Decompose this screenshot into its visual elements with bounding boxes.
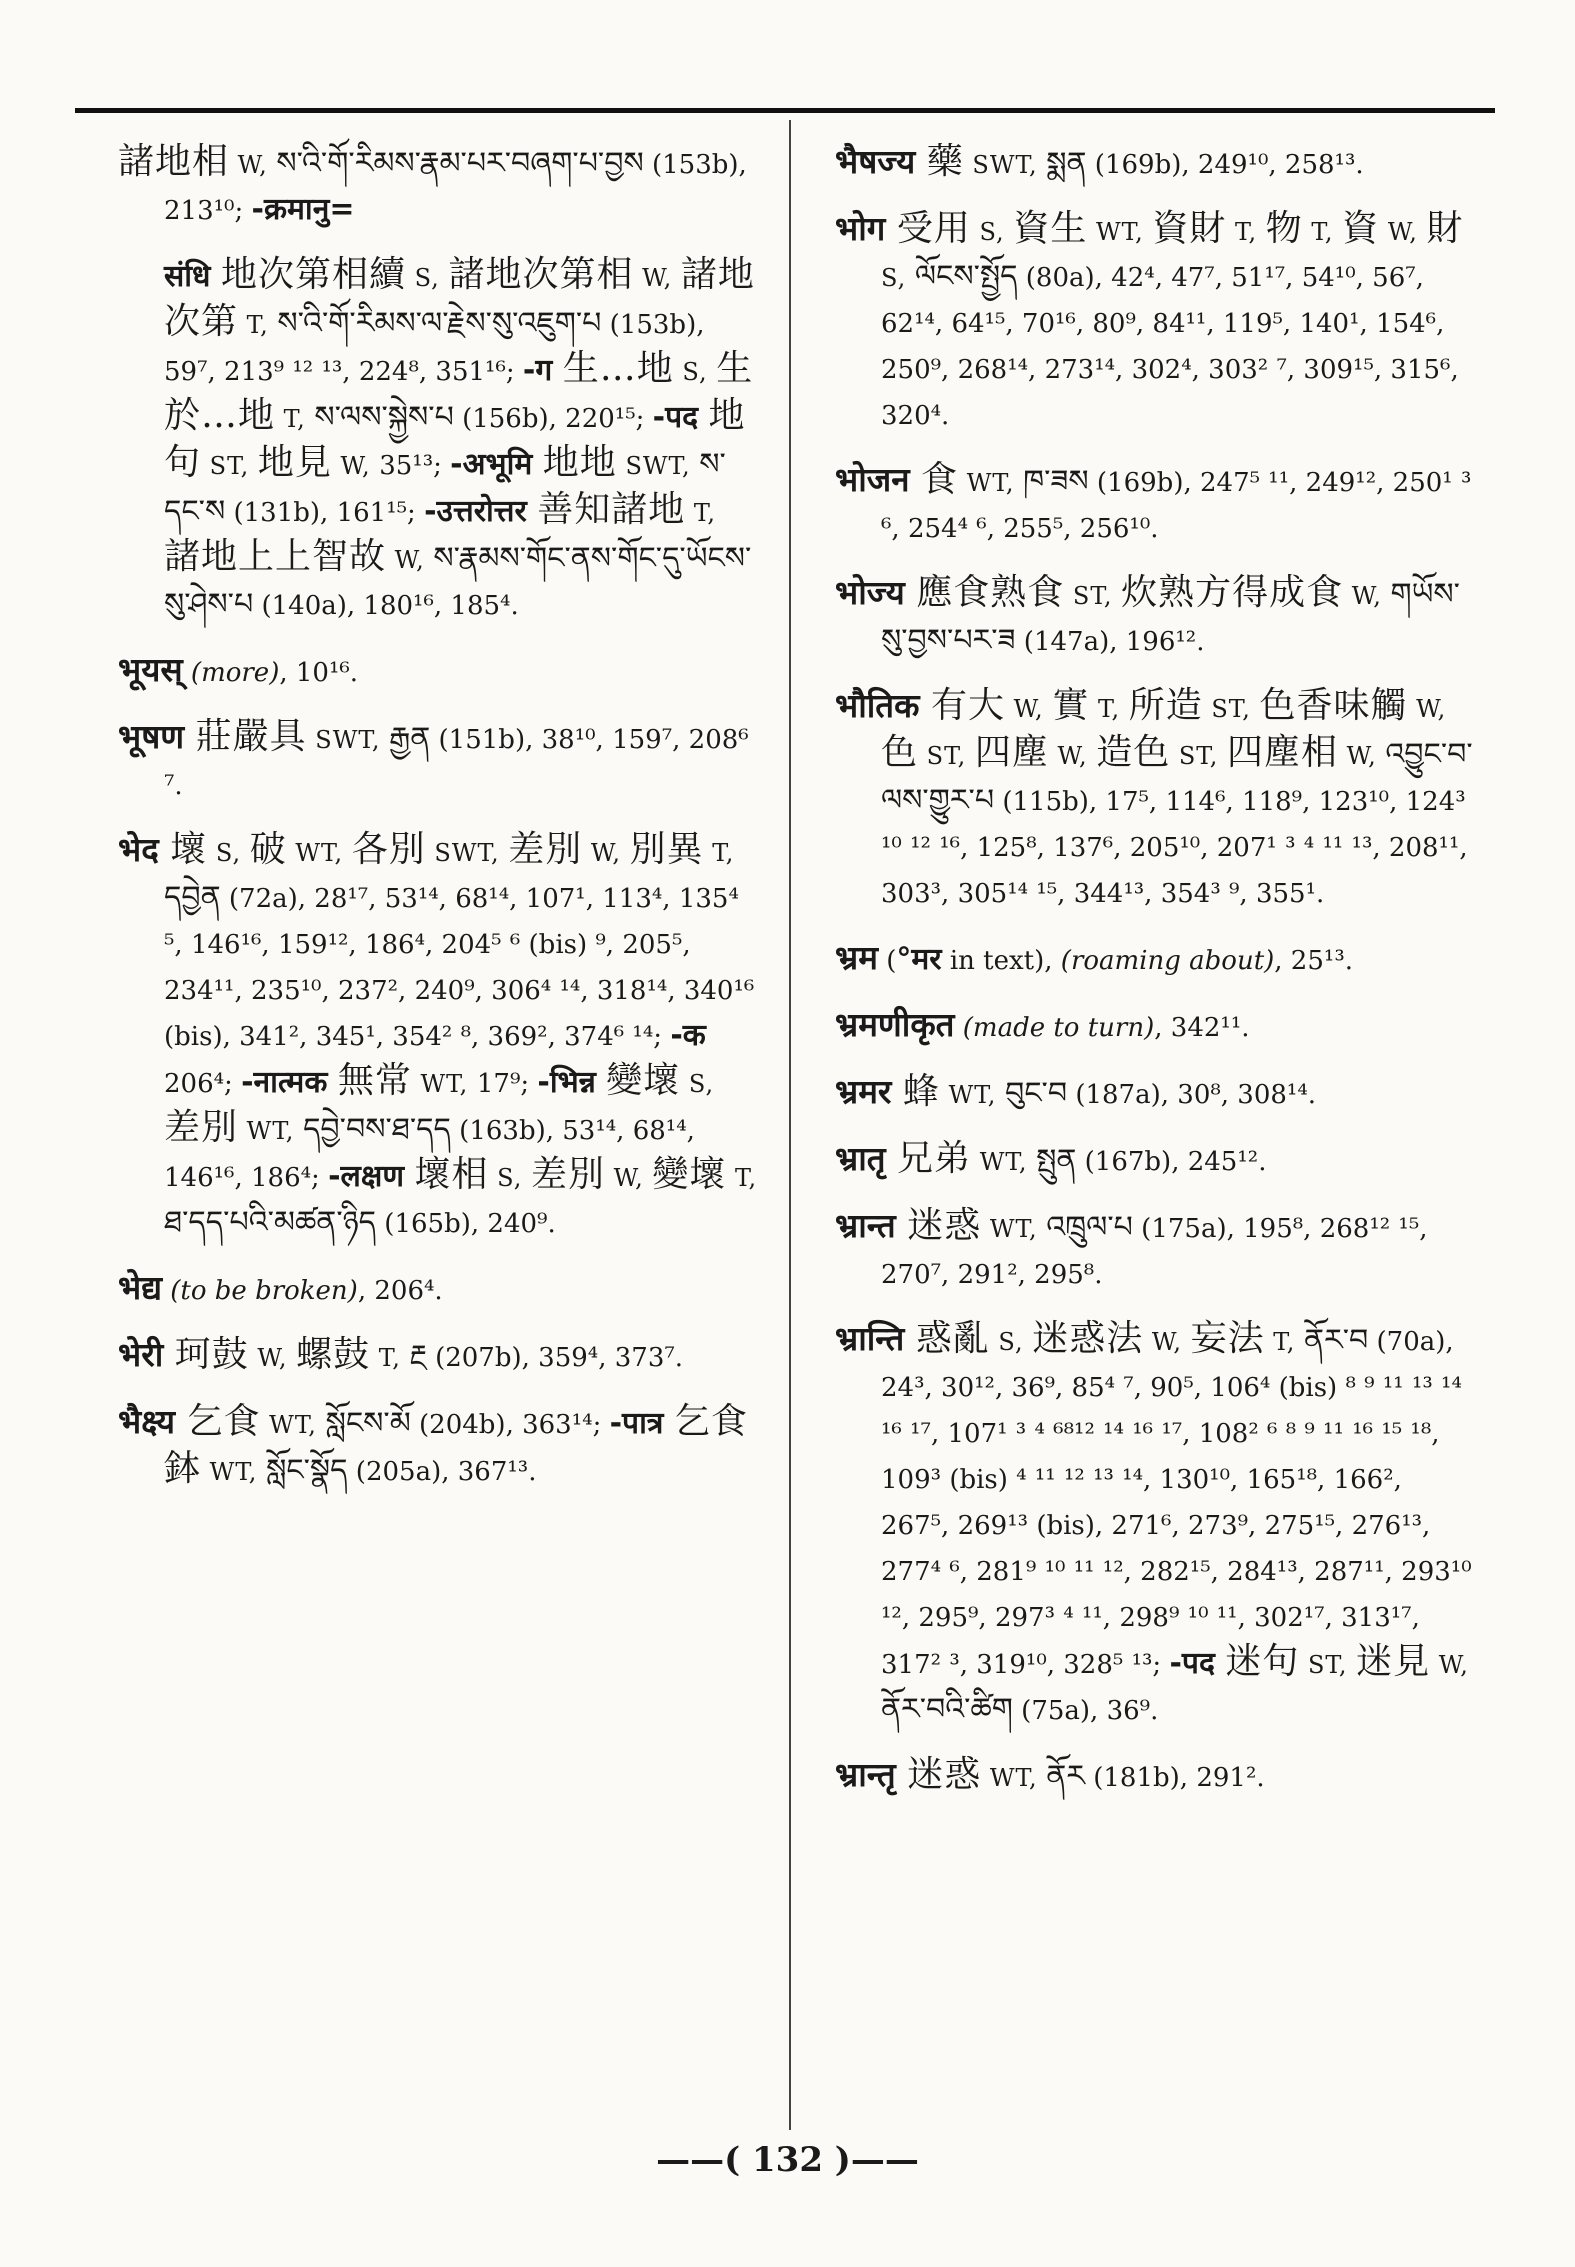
chinese-equivalent: 惑亂 <box>915 1318 990 1359</box>
source-tag: S, <box>881 264 915 292</box>
source-tag: W, <box>248 1344 297 1372</box>
source-tag: WT, <box>958 469 1024 497</box>
sub-headword: -पात्र <box>609 1406 674 1441</box>
chinese-equivalent: 資財 <box>1152 208 1227 249</box>
chinese-equivalent: 色香味觸 <box>1259 685 1408 726</box>
tibetan-equivalent: ཁ་ཟས <box>1023 464 1089 499</box>
source-tag: SWT, <box>963 151 1047 179</box>
source-tag: W, <box>1143 1328 1191 1356</box>
headword: भौतिक <box>835 686 931 725</box>
tibetan-equivalent: ས་དང་ས <box>164 447 726 529</box>
gloss: (to be broken) <box>162 1276 358 1306</box>
tibetan-equivalent: རྒྱན <box>389 721 431 756</box>
headword: भूयस् <box>118 650 183 689</box>
headword: भ्रमर <box>835 1072 903 1111</box>
dictionary-entry <box>118 140 758 233</box>
source-tag: ST, <box>201 452 258 480</box>
chinese-equivalent: 別異 <box>629 829 704 870</box>
gloss: (roaming about) <box>1060 946 1275 976</box>
reference: (175a), 195⁸, 268¹² ¹⁵, 270⁷, 291², 295⁸. <box>881 1214 1428 1290</box>
headword: भ्रान्तृ <box>835 1755 908 1794</box>
chinese-equivalent: 迷惑法 <box>1032 1318 1144 1359</box>
tibetan-equivalent: བུང་བ <box>1004 1076 1068 1111</box>
dictionary-entry <box>118 1333 758 1380</box>
reference: (147a), 196¹². <box>1015 627 1205 657</box>
chinese-equivalent: 諸地上上智故 <box>164 536 387 577</box>
source-tag: T, <box>726 1164 758 1192</box>
source-tag: WT, <box>286 839 352 867</box>
headword: भोजन <box>835 460 922 499</box>
dictionary-entry <box>835 1003 1475 1050</box>
source-tag: ST, <box>1299 1651 1357 1679</box>
reference: , 342¹¹. <box>1154 1013 1250 1043</box>
chinese-equivalent: 地句 <box>164 395 746 483</box>
tibetan-equivalent: ནོར <box>1046 1759 1085 1794</box>
chinese-equivalent: 珂鼓 <box>174 1334 249 1375</box>
reference: (181b), 291². <box>1084 1763 1265 1793</box>
tibetan-equivalent: ཐ་དད་པའི་མཚན་ཉིད <box>164 1205 377 1240</box>
chinese-equivalent: 四塵 <box>974 732 1049 773</box>
source-tag: WT, <box>411 1070 477 1098</box>
source-tag: T, <box>703 839 735 867</box>
reference: (167b), 245¹². <box>1076 1147 1267 1177</box>
source-tag: W, <box>386 546 434 574</box>
source-tag: W, <box>605 1164 653 1192</box>
source-tag: SWT, <box>425 839 509 867</box>
source-tag: WT, <box>201 1458 267 1486</box>
chinese-equivalent: 資 <box>1342 208 1380 249</box>
chinese-equivalent: 壞 <box>170 829 208 870</box>
chinese-equivalent: 諸地相 <box>118 141 230 182</box>
reference: (72a), 28¹⁷, 53¹⁴, 68¹⁴, 107¹, 113⁴, 135⁴ ⁵, 146¹⁶, 159¹², 186⁴, 204⁵ ⁶ (bis) ⁹, 205⁵, 234¹¹, 235¹⁰, 237², 240⁹, 306⁴ ¹⁴, 318¹⁴, 340¹⁶ (bis), 341², 345¹, 354² ⁸, 369², 374⁶ ¹⁴; <box>164 884 755 1052</box>
column-divider <box>789 120 791 2130</box>
dictionary-entry <box>835 571 1475 664</box>
chinese-equivalent: 迷惑 <box>907 1754 982 1795</box>
headword: भोग <box>835 209 897 248</box>
chinese-equivalent: 諸地次第 <box>164 254 755 342</box>
source-tag: T, <box>275 405 315 433</box>
chinese-equivalent: 地次第相續 <box>220 254 406 295</box>
dictionary-entry <box>118 715 758 808</box>
source-tag: T, <box>1226 218 1266 246</box>
chinese-equivalent: 變壞 <box>652 1154 727 1195</box>
sub-headword: -पद <box>652 400 709 435</box>
source-tag: W, <box>331 452 380 480</box>
reference: (131b), 161¹⁵; <box>225 498 425 528</box>
dictionary-entry <box>118 828 758 1246</box>
chinese-equivalent: 財 <box>1426 208 1464 249</box>
chinese-equivalent: 破 <box>249 829 287 870</box>
chinese-equivalent: 蜂 <box>902 1071 940 1112</box>
chinese-equivalent: 應食熟食 <box>916 572 1065 613</box>
source-tag: ST, <box>1170 742 1228 770</box>
chinese-equivalent: 造色 <box>1096 732 1171 773</box>
sub-headword: -क्रमानु= <box>251 192 355 227</box>
headword: भ्रान्ति <box>835 1319 916 1358</box>
headword: भेरी <box>118 1335 175 1374</box>
source-tag: ST, <box>918 742 975 770</box>
chinese-equivalent: 地見 <box>257 442 332 483</box>
source-tag: WT, <box>939 1081 1005 1109</box>
source-tag: T, <box>685 499 716 527</box>
dictionary-entry <box>835 1137 1475 1184</box>
source-tag: WT, <box>971 1148 1037 1176</box>
source-tag: ST, <box>1064 582 1122 610</box>
chinese-equivalent: 迷見 <box>1356 1641 1431 1682</box>
dictionary-entry <box>835 207 1475 438</box>
reference: (204b), 363¹⁴; <box>410 1410 610 1440</box>
reference: (205a), 367¹³. <box>347 1457 537 1487</box>
sub-headword: -लक्षण <box>328 1159 415 1194</box>
tibetan-equivalent: བཞག་པ་བྱས <box>511 146 644 181</box>
source-tag: WT, <box>981 1764 1047 1792</box>
reference: 17⁹; <box>476 1069 538 1099</box>
reference: (151b), 38¹⁰, 159⁷, 208⁶ ⁷. <box>164 725 749 801</box>
reference: , 25¹³. <box>1274 946 1354 976</box>
source-tag: W, <box>1379 218 1427 246</box>
tibetan-equivalent: འཁྲུལ་པ <box>1046 1210 1133 1245</box>
chinese-equivalent: 地地 <box>542 442 617 483</box>
chinese-equivalent: 受用 <box>896 208 971 249</box>
source-tag: T, <box>1089 695 1129 723</box>
sub-headword: संधि <box>164 259 221 294</box>
source-tag: SWT, <box>306 726 390 754</box>
source-tag: T, <box>1264 1328 1305 1356</box>
reference: (70a), 24³, 30¹², 36⁹, 85⁴ ⁷, 90⁵, 106⁴ (bis) ⁸ ⁹ ¹¹ ¹³ ¹⁴ ¹⁶ ¹⁷, 107¹ ³ ⁴ ⁶⁸¹² ¹⁴ ¹⁶ ¹⁷, 108² ⁶ ⁸ ⁹ ¹¹ ¹⁶ ¹⁵ ¹⁸, 109³ (bis) ⁴ ¹¹ ¹² ¹³ ¹⁴, 130¹⁰, 165¹⁸, 166², 267⁵, 269¹³ (bis), 271⁶, 273⁹, 275¹⁵, 276¹³, 277⁴ ⁶, 281⁹ ¹⁰ ¹¹ ¹², 282¹⁵, 284¹³, 287¹¹, 293¹⁰ ¹², 295⁹, 297³ ⁴ ¹¹, 298⁹ ¹⁰ ¹¹, 302¹⁷, 313¹⁷, 317² ³, 319¹⁰, 328⁵ ¹³; <box>881 1327 1472 1680</box>
sub-headword: -अभूमि <box>450 447 543 482</box>
headword: भेद्य <box>118 1268 162 1307</box>
chinese-equivalent: 生…地 <box>562 348 674 389</box>
headword: भूषण <box>118 717 196 756</box>
chinese-equivalent: 兄弟 <box>897 1138 972 1179</box>
reference: (163b), 53¹⁴, 68¹⁴, 146¹⁶, 186⁴; <box>164 1116 695 1193</box>
chinese-equivalent: 迷句 <box>1225 1641 1300 1682</box>
source-tag: W, <box>1338 742 1386 770</box>
chinese-equivalent: 藥 <box>926 141 964 182</box>
chinese-equivalent: 妄法 <box>1190 1318 1265 1359</box>
chinese-equivalent: 乞食 <box>186 1401 261 1442</box>
right-column <box>835 140 1475 1820</box>
dictionary-entry <box>835 458 1475 551</box>
source-tag: WT, <box>981 1215 1047 1243</box>
chinese-equivalent: 差別 <box>531 1154 606 1195</box>
sub-headword: -ग <box>522 353 563 388</box>
chinese-equivalent: 各別 <box>351 829 426 870</box>
source-tag: WT, <box>260 1411 326 1439</box>
tibetan-equivalent: ནོར་བ <box>1304 1323 1369 1358</box>
source-tag: W, <box>582 839 630 867</box>
source-tag: S, <box>405 264 449 292</box>
headword: भोज्य <box>835 573 917 612</box>
reference: (156b), 220¹⁵; <box>453 404 653 434</box>
source-tag: W, <box>1343 582 1391 610</box>
sub-headword: -क <box>670 1018 706 1053</box>
reference: (169b), 249¹⁰, 258¹³. <box>1086 150 1364 180</box>
chinese-equivalent: 所造 <box>1128 685 1203 726</box>
headword: भेद <box>118 830 171 869</box>
chinese-equivalent: 相 <box>596 254 634 295</box>
source-tag: S, <box>673 358 717 386</box>
source-tag: W, <box>633 264 681 292</box>
reference: (153b), 59⁷, 213⁹ ¹² ¹³, 224⁸, 351¹⁶; <box>164 310 705 387</box>
headword: भ्रमणीकृत <box>835 1005 955 1044</box>
chinese-equivalent: 變壞 <box>606 1060 681 1101</box>
dictionary-entry <box>835 1204 1475 1297</box>
source-tag: T, <box>370 1344 410 1372</box>
tibetan-equivalent: ས་རྣམས་གོང་ནས་གོང་དུ་ཡོངས་སུ་ཤེས་པ <box>164 541 752 622</box>
dictionary-entry <box>835 1070 1475 1117</box>
chinese-equivalent: 有大 <box>930 685 1005 726</box>
chinese-equivalent: 差別 <box>508 829 583 870</box>
sub-headword: -भिन्न <box>537 1065 607 1100</box>
tibetan-equivalent: སློང་སྣོད <box>266 1453 348 1488</box>
chinese-equivalent: 乞食鉢 <box>164 1401 748 1489</box>
reference: (207b), 359⁴, 373⁷. <box>426 1343 684 1373</box>
source-tag: T, <box>1302 218 1343 246</box>
tibetan-equivalent: སྨན <box>1046 146 1087 181</box>
dictionary-entry <box>835 140 1475 187</box>
source-tag: T, <box>238 311 278 339</box>
headword: भ्रातृ <box>835 1139 898 1178</box>
reference: ( <box>877 946 897 976</box>
headword: भैषज्य <box>835 142 927 181</box>
dictionary-entry <box>118 1266 758 1313</box>
chinese-equivalent: 無常 <box>337 1060 412 1101</box>
source-tag: SWT, <box>616 452 700 480</box>
reference: (169b), 247⁵ ¹¹, 249¹², 250¹ ³ ⁶, 254⁴ ⁶, 255⁵, 256¹⁰. <box>881 468 1472 544</box>
dictionary-entry <box>835 1753 1475 1800</box>
source-tag: W, <box>1004 695 1053 723</box>
dictionary-entry <box>835 1317 1475 1733</box>
tibetan-equivalent: འབྱུང་བ་ལས་གྱུར་པ <box>881 737 1473 818</box>
tibetan-equivalent: ལོངས་སྤྱོད <box>914 259 1018 294</box>
tibetan-equivalent: དབྱེན <box>164 880 221 915</box>
reference: (80a), 42⁴, 47⁷, 51¹⁷, 54¹⁰, 56⁷, 62¹⁴, 64¹⁵, 70¹⁶, 80⁹, 84¹¹, 119⁵, 140¹, 154⁶, 250⁹, 268¹⁴, 273¹⁴, 302⁴, 303² ⁷, 309¹⁵, 315⁶, 320⁴. <box>881 263 1459 431</box>
source-tag: S, <box>989 1328 1033 1356</box>
chinese-equivalent: 螺鼓 <box>296 1334 371 1375</box>
source-tag: S, <box>207 839 250 867</box>
source-tag: WT, <box>1087 218 1153 246</box>
reference: (140a), 180¹⁶, 185⁴. <box>253 591 519 621</box>
reference: , 10¹⁶. <box>279 658 359 688</box>
tibetan-equivalent: གཡོས་སུ་བྱས་པར་ཟ <box>881 577 1460 658</box>
tibetan-equivalent: སྤུན <box>1036 1143 1077 1178</box>
dictionary-entry <box>118 253 758 628</box>
chinese-equivalent: 差別 <box>164 1107 239 1148</box>
source-tag: S, <box>488 1164 532 1192</box>
sub-headword: -पद <box>1169 1646 1226 1681</box>
dictionary-entry <box>118 648 758 695</box>
gloss: (made to turn) <box>954 1013 1155 1043</box>
dictionary-entry <box>835 936 1475 983</box>
source-tag: S, <box>680 1070 715 1098</box>
reference: (115b), 17⁵, 114⁶, 118⁹, 123¹⁰, 124³ ¹⁰ ¹² ¹⁶, 125⁸, 137⁶, 205¹⁰, 207¹ ³ ⁴ ¹¹ ¹³, 208¹¹, 303³, 305¹⁴ ¹⁵, 344¹³, 354³ ⁹, 355¹. <box>881 787 1468 909</box>
tibetan-equivalent: ས་འི་གོ་རིམས་ལ་རྗེས་སུ་འཇུག་པ <box>277 306 602 341</box>
page-number: ——( 132 )—— <box>656 2140 919 2180</box>
tibetan-equivalent: སློངས་མོ <box>325 1406 411 1441</box>
source-tag: ST, <box>1202 695 1260 723</box>
chinese-equivalent: 善知諸地 <box>537 489 686 530</box>
tibetan-equivalent: ནོར་བའི་ཚིག <box>881 1692 1013 1727</box>
dictionary-entry <box>118 1400 758 1494</box>
dictionary-entry <box>835 684 1475 916</box>
chinese-equivalent: 四塵相 <box>1227 732 1339 773</box>
source-tag: W, <box>1407 695 1447 723</box>
reference: 35¹³; <box>379 451 451 481</box>
chinese-equivalent: 莊嚴具 <box>195 716 307 757</box>
sub-headword: °मर <box>896 942 942 977</box>
source-tag: W, <box>1048 742 1097 770</box>
chinese-equivalent: 物 <box>1265 208 1303 249</box>
reference: in text), <box>941 946 1061 976</box>
tibetan-equivalent: དབྱེ་བས་ཐ་དད <box>303 1112 451 1147</box>
tibetan-equivalent: རྔ <box>409 1339 427 1374</box>
reference: (165b), 240⁹. <box>376 1209 556 1239</box>
reference: , 206⁴. <box>357 1276 443 1306</box>
chinese-equivalent: 食 <box>921 459 959 500</box>
headword: भ्रान्त <box>835 1206 908 1245</box>
source-tag: S, <box>970 218 1014 246</box>
headword: भैक्ष्य <box>118 1402 187 1441</box>
chinese-equivalent: 生於…地 <box>164 348 754 436</box>
reference: (153b), 213¹⁰; <box>164 150 747 226</box>
left-column <box>118 140 758 1514</box>
chinese-equivalent: 迷惑 <box>907 1205 982 1246</box>
chinese-equivalent: 炊熟方得成食 <box>1121 572 1344 613</box>
chinese-equivalent: 色 <box>881 732 919 773</box>
tibetan-equivalent: ས་འི་གོ་རིམས་རྣམ་པར་ <box>276 146 512 181</box>
top-rule <box>75 108 1495 113</box>
gloss: (more) <box>182 658 280 688</box>
sub-headword: -उत्तरोत्तर <box>424 494 538 529</box>
sub-headword: -नात्मक <box>241 1065 338 1100</box>
tibetan-equivalent: ས་ལས་སྐྱེས་པ <box>314 400 454 435</box>
source-tag: WT, <box>238 1117 304 1145</box>
source-tag: W, <box>1430 1651 1469 1679</box>
headword: भ्रम <box>835 938 878 977</box>
chinese-equivalent: 諸地次第 <box>448 254 597 295</box>
reference: 206⁴; <box>164 1069 242 1099</box>
chinese-equivalent: 壞相 <box>414 1154 489 1195</box>
reference: (75a), 36⁹. <box>1012 1696 1159 1726</box>
chinese-equivalent: 實 <box>1052 685 1090 726</box>
reference: (187a), 30⁸, 308¹⁴. <box>1067 1080 1317 1110</box>
source-tag: W, <box>229 151 277 179</box>
chinese-equivalent: 資生 <box>1013 208 1088 249</box>
